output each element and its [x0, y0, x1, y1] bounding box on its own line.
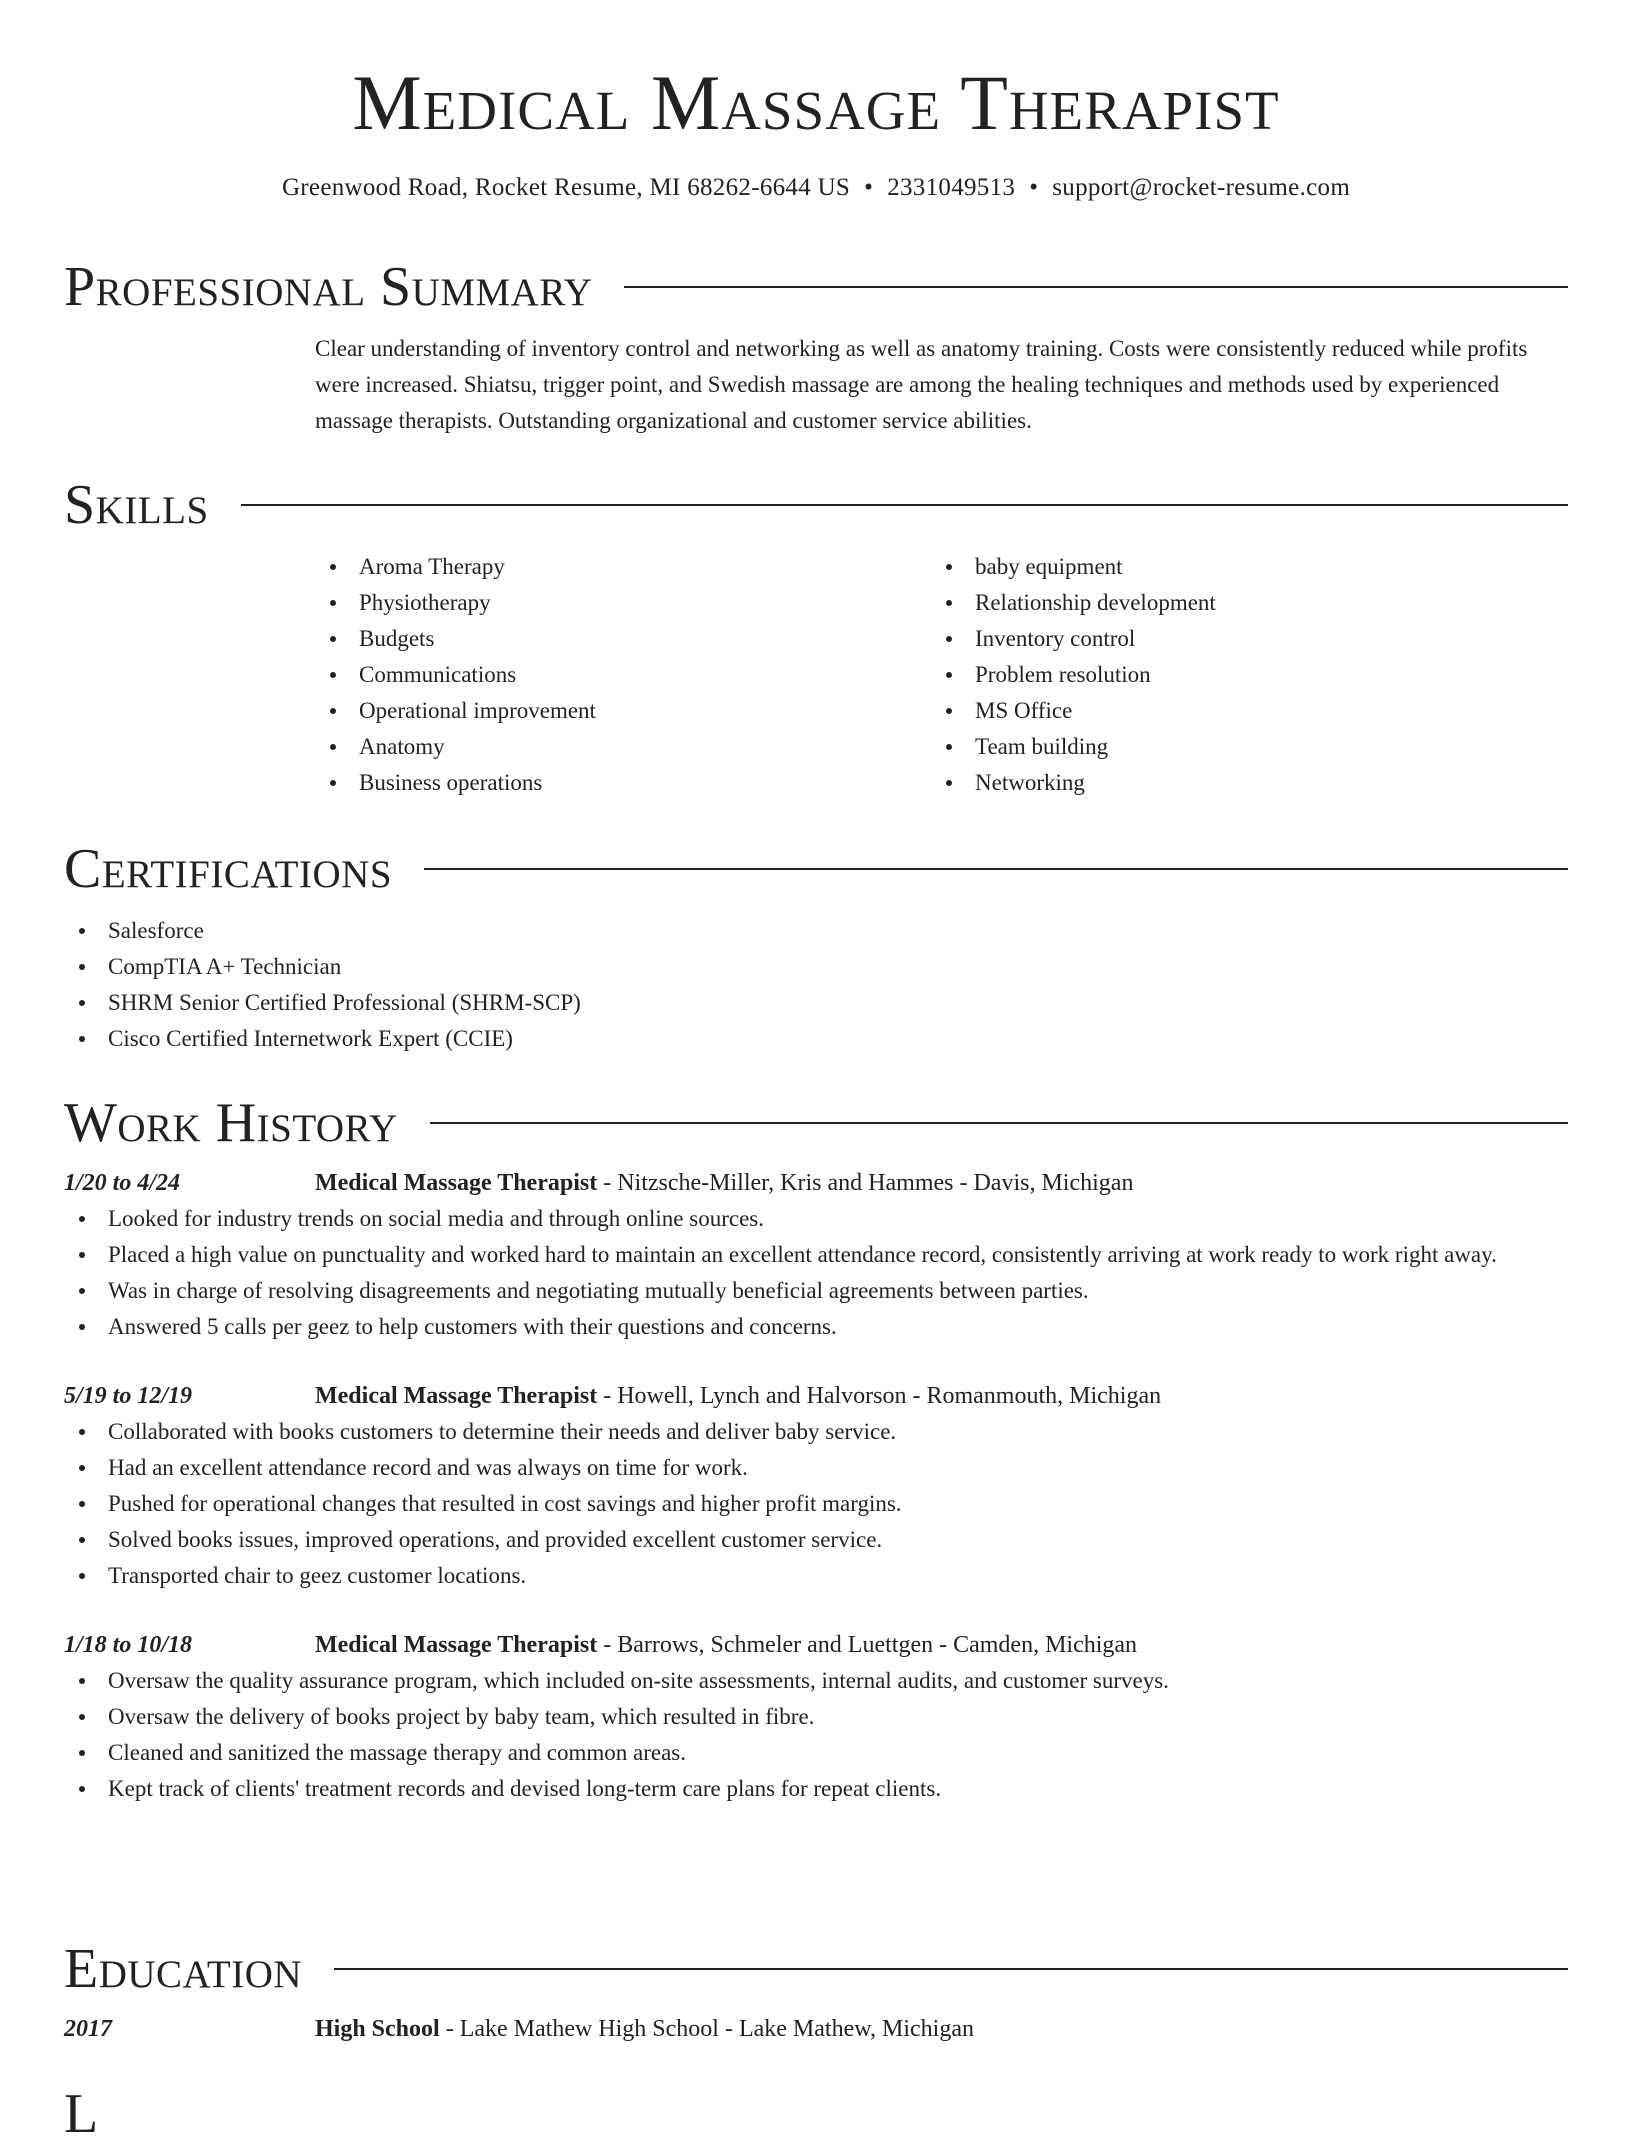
education-date: 2017 [64, 2016, 112, 2042]
section-divider [624, 286, 1568, 288]
skills-grid [315, 549, 1568, 801]
certifications-heading: Certifications [64, 838, 393, 900]
certification-item: Cisco Certified Internetwork Expert (CCIE) [64, 1021, 1568, 1057]
job-bullet: Oversaw the delivery of books project by baby team, which resulted in fibre. [64, 1699, 1568, 1735]
certifications-list [64, 913, 1568, 1057]
skill-item: MS Office [931, 693, 1547, 729]
job-bullets [64, 1414, 1568, 1594]
job-bullet: Placed a high value on punctuality and worked hard to maintain an excellent attendance record, consistently arriving at work ready to work right away. [64, 1237, 1568, 1273]
job-employer: - Nitzsche-Miller, Kris and Hammes - Davis, Michigan [597, 1170, 1134, 1196]
skill-item: Business operations [315, 765, 931, 801]
skill-item: Communications [315, 657, 931, 693]
skill-item: Physiotherapy [315, 585, 931, 621]
section-divider [430, 1122, 1568, 1124]
job-title: Medical Massage Therapist [315, 1383, 598, 1409]
section-divider [334, 1968, 1568, 1970]
job-bullet: Oversaw the quality assurance program, which included on-site assessments, internal audits, and customer surveys. [64, 1663, 1568, 1699]
separator-dot: • [1029, 174, 1039, 201]
job-dates: 1/18 to 10/18 [64, 1632, 193, 1658]
skill-item: Budgets [315, 621, 931, 657]
job-bullet: Cleaned and sanitized the massage therapy and common areas. [64, 1735, 1568, 1771]
job-entry [64, 1627, 1568, 1807]
summary-section [64, 257, 1568, 439]
skill-item: Relationship development [931, 585, 1547, 621]
skill-item: Team building [931, 729, 1547, 765]
education-degree: High School [315, 2016, 440, 2042]
job-bullet: Solved books issues, improved operations, and provided excellent customer service. [64, 1522, 1568, 1558]
summary-text: Clear understanding of inventory control and networking as well as anatomy training. Costs were consistently reduced while profits were increased. Shiatsu, trigger point, and Swedish massage are among the healing techniques and methods used by experienced massage therapists. Outstanding organizational and customer service abilities. [315, 336, 1528, 433]
skill-item: Networking [931, 765, 1547, 801]
skills-list-right [931, 549, 1547, 801]
job-bullets [64, 1663, 1568, 1807]
job-employer: - Barrows, Schmeler and Luettgen - Camden, Michigan [597, 1632, 1138, 1658]
email: support@rocket-resume.com [1052, 174, 1351, 201]
skill-item: Inventory control [931, 621, 1547, 657]
education-section [64, 1939, 1568, 2047]
work-history-section [64, 1093, 1568, 1807]
summary-heading: Professional Summary [64, 256, 593, 318]
certification-item: CompTIA A+ Technician [64, 949, 1568, 985]
contact-line [0, 174, 1632, 202]
job-bullet: Transported chair to geez customer locations. [64, 1558, 1568, 1594]
section-divider [241, 504, 1568, 506]
skill-item: baby equipment [931, 549, 1547, 585]
skills-heading: Skills [64, 474, 209, 536]
education-entry [64, 2011, 1568, 2047]
job-bullets [64, 1201, 1568, 1345]
address: Greenwood Road, Rocket Resume, MI 68262-6644 US [281, 174, 851, 201]
section-divider [424, 868, 1568, 870]
job-employer: - Howell, Lynch and Halvorson - Romanmouth, Michigan [597, 1383, 1162, 1409]
job-bullet: Collaborated with books customers to determine their needs and deliver baby service. [64, 1414, 1568, 1450]
job-bullet: Was in charge of resolving disagreements and negotiating mutually beneficial agreements between parties. [64, 1273, 1568, 1309]
skills-list-left [315, 549, 931, 801]
skill-item: Operational improvement [315, 693, 931, 729]
job-entry [64, 1165, 1568, 1345]
next-section-partial [64, 2084, 1568, 2144]
education-school: - Lake Mathew High School - Lake Mathew, Michigan [439, 2016, 974, 2042]
job-bullet: Pushed for operational changes that resulted in cost savings and higher profit margins. [64, 1486, 1568, 1522]
job-bullet: Had an excellent attendance record and was always on time for work. [64, 1450, 1568, 1486]
candidate-name: Medical Massage Therapist [352, 59, 1280, 146]
job-entry [64, 1378, 1568, 1594]
education-heading: Education [64, 1938, 303, 2000]
skill-item: Anatomy [315, 729, 931, 765]
certification-item: Salesforce [64, 913, 1568, 949]
job-bullet: Kept track of clients' treatment records and devised long-term care plans for repeat clients. [64, 1771, 1568, 1807]
job-dates: 1/20 to 4/24 [64, 1170, 181, 1196]
certifications-section [64, 839, 1568, 1057]
next-section-heading-partial: L [64, 2083, 99, 2145]
skills-section [64, 475, 1568, 801]
phone: 2331049513 [887, 174, 1016, 201]
job-title: Medical Massage Therapist [315, 1170, 598, 1196]
job-bullet: Answered 5 calls per geez to help customers with their questions and concerns. [64, 1309, 1568, 1345]
certification-item: SHRM Senior Certified Professional (SHRM-SCP) [64, 985, 1568, 1021]
job-bullet: Looked for industry trends on social media and through online sources. [64, 1201, 1568, 1237]
job-dates: 5/19 to 12/19 [64, 1383, 193, 1409]
job-title: Medical Massage Therapist [315, 1632, 598, 1658]
skill-item: Problem resolution [931, 657, 1547, 693]
work-history-heading: Work History [64, 1092, 398, 1154]
separator-dot: • [864, 174, 874, 201]
skill-item: Aroma Therapy [315, 549, 931, 585]
